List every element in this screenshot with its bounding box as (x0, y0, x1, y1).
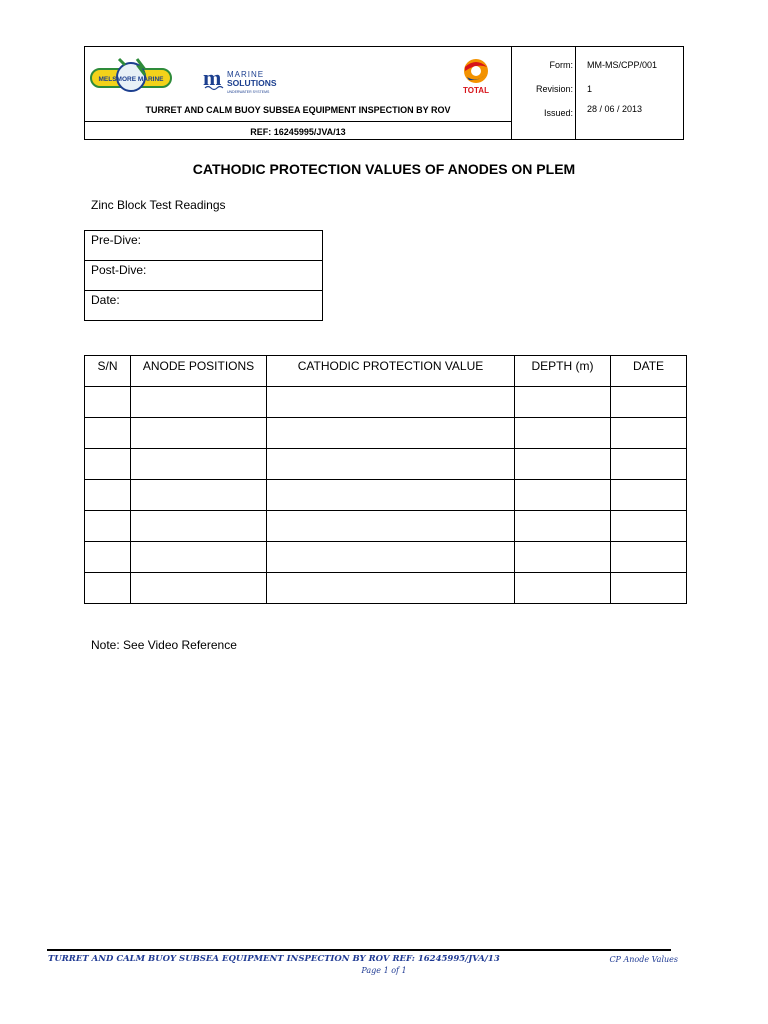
document-title: CATHODIC PROTECTION VALUES OF ANODES ON PLEM (192, 161, 576, 177)
note-text: Note: See Video Reference (91, 638, 237, 652)
table-cell[interactable] (515, 449, 611, 480)
marine-solutions-logo (203, 65, 299, 95)
table-row (85, 573, 687, 604)
table-cell[interactable] (611, 542, 687, 573)
underwater-logo-text: UNDERWATER SYSTEMS (227, 90, 270, 94)
revision-label: Revision: (535, 84, 573, 94)
table-cell[interactable] (515, 573, 611, 604)
column-header-cp-value: CATHODIC PROTECTION VALUE (267, 356, 515, 387)
column-header-depth: DEPTH (m) (515, 356, 611, 387)
table-cell[interactable] (267, 387, 515, 418)
revision-value: 1 (587, 84, 593, 94)
table-cell[interactable] (131, 387, 267, 418)
pre-dive-cell[interactable]: Pre-Dive: (85, 231, 323, 261)
table-cell[interactable] (85, 418, 131, 449)
solutions-logo-text: SOLUTIONS (227, 78, 277, 88)
table-row (85, 261, 323, 291)
zinc-block-table (84, 230, 323, 321)
footer-page-number: Page 1 of 1 (361, 966, 407, 975)
table-cell[interactable] (267, 542, 515, 573)
total-logo-text: TOTAL (463, 86, 489, 95)
table-cell[interactable] (611, 387, 687, 418)
table-row (85, 291, 323, 321)
header-divider (511, 47, 512, 139)
header-meta-divider (575, 47, 576, 139)
total-logo (455, 55, 497, 95)
table-cell[interactable] (611, 418, 687, 449)
marine-logo-text: MARINE (227, 70, 265, 79)
table-cell[interactable] (267, 480, 515, 511)
post-dive-cell[interactable]: Post-Dive: (85, 261, 323, 291)
melsmore-logo-text: MELSMORE MARINE (98, 76, 164, 83)
footer-divider (47, 949, 671, 951)
table-cell[interactable] (85, 573, 131, 604)
table-cell[interactable] (267, 418, 515, 449)
table-cell[interactable] (611, 573, 687, 604)
table-cell[interactable] (611, 480, 687, 511)
table-row (85, 231, 323, 261)
column-header-anode-positions: ANODE POSITIONS (131, 356, 267, 387)
table-cell[interactable] (515, 542, 611, 573)
issued-label: Issued: (543, 108, 573, 118)
table-cell[interactable] (131, 449, 267, 480)
issued-value: 28 / 06 / 2013 (587, 104, 643, 114)
table-cell[interactable] (267, 511, 515, 542)
table-cell[interactable] (611, 449, 687, 480)
table-row (85, 511, 687, 542)
footer-section-label: CP Anode Values (609, 955, 678, 964)
table-row (85, 387, 687, 418)
form-value: MM-MS/CPP/001 (587, 60, 658, 70)
table-cell[interactable] (515, 511, 611, 542)
header-ref: REF: 16245995/JVA/13 (250, 127, 346, 137)
table-row (85, 542, 687, 573)
table-cell[interactable] (131, 542, 267, 573)
table-cell[interactable] (515, 418, 611, 449)
table-cell[interactable] (85, 480, 131, 511)
table-header-row (85, 356, 687, 387)
column-header-sn: S/N (85, 356, 131, 387)
zinc-block-heading: Zinc Block Test Readings (91, 198, 226, 212)
header-title-divider (85, 121, 511, 122)
melsmore-marine-logo (89, 55, 173, 99)
table-cell[interactable] (267, 573, 515, 604)
table-cell[interactable] (515, 480, 611, 511)
table-cell[interactable] (131, 573, 267, 604)
table-cell[interactable] (85, 387, 131, 418)
table-cell[interactable] (611, 511, 687, 542)
anode-values-table (84, 355, 687, 604)
table-cell[interactable] (131, 418, 267, 449)
table-cell[interactable] (85, 449, 131, 480)
svg-text:m: m (203, 65, 222, 90)
table-row (85, 418, 687, 449)
table-cell[interactable] (85, 542, 131, 573)
footer-title: TURRET AND CALM BUOY SUBSEA EQUIPMENT INSPECTION BY ROV REF: 16245995/JVA/13 (48, 954, 500, 964)
table-row (85, 480, 687, 511)
table-cell[interactable] (515, 387, 611, 418)
table-cell[interactable] (131, 480, 267, 511)
table-cell[interactable] (131, 511, 267, 542)
form-label: Form: (549, 60, 573, 70)
header-title: TURRET AND CALM BUOY SUBSEA EQUIPMENT INSPECTION BY ROV (145, 105, 451, 115)
table-row (85, 449, 687, 480)
table-cell[interactable] (85, 511, 131, 542)
date-cell[interactable]: Date: (85, 291, 323, 321)
header-box (84, 46, 684, 140)
column-header-date: DATE (611, 356, 687, 387)
table-cell[interactable] (267, 449, 515, 480)
